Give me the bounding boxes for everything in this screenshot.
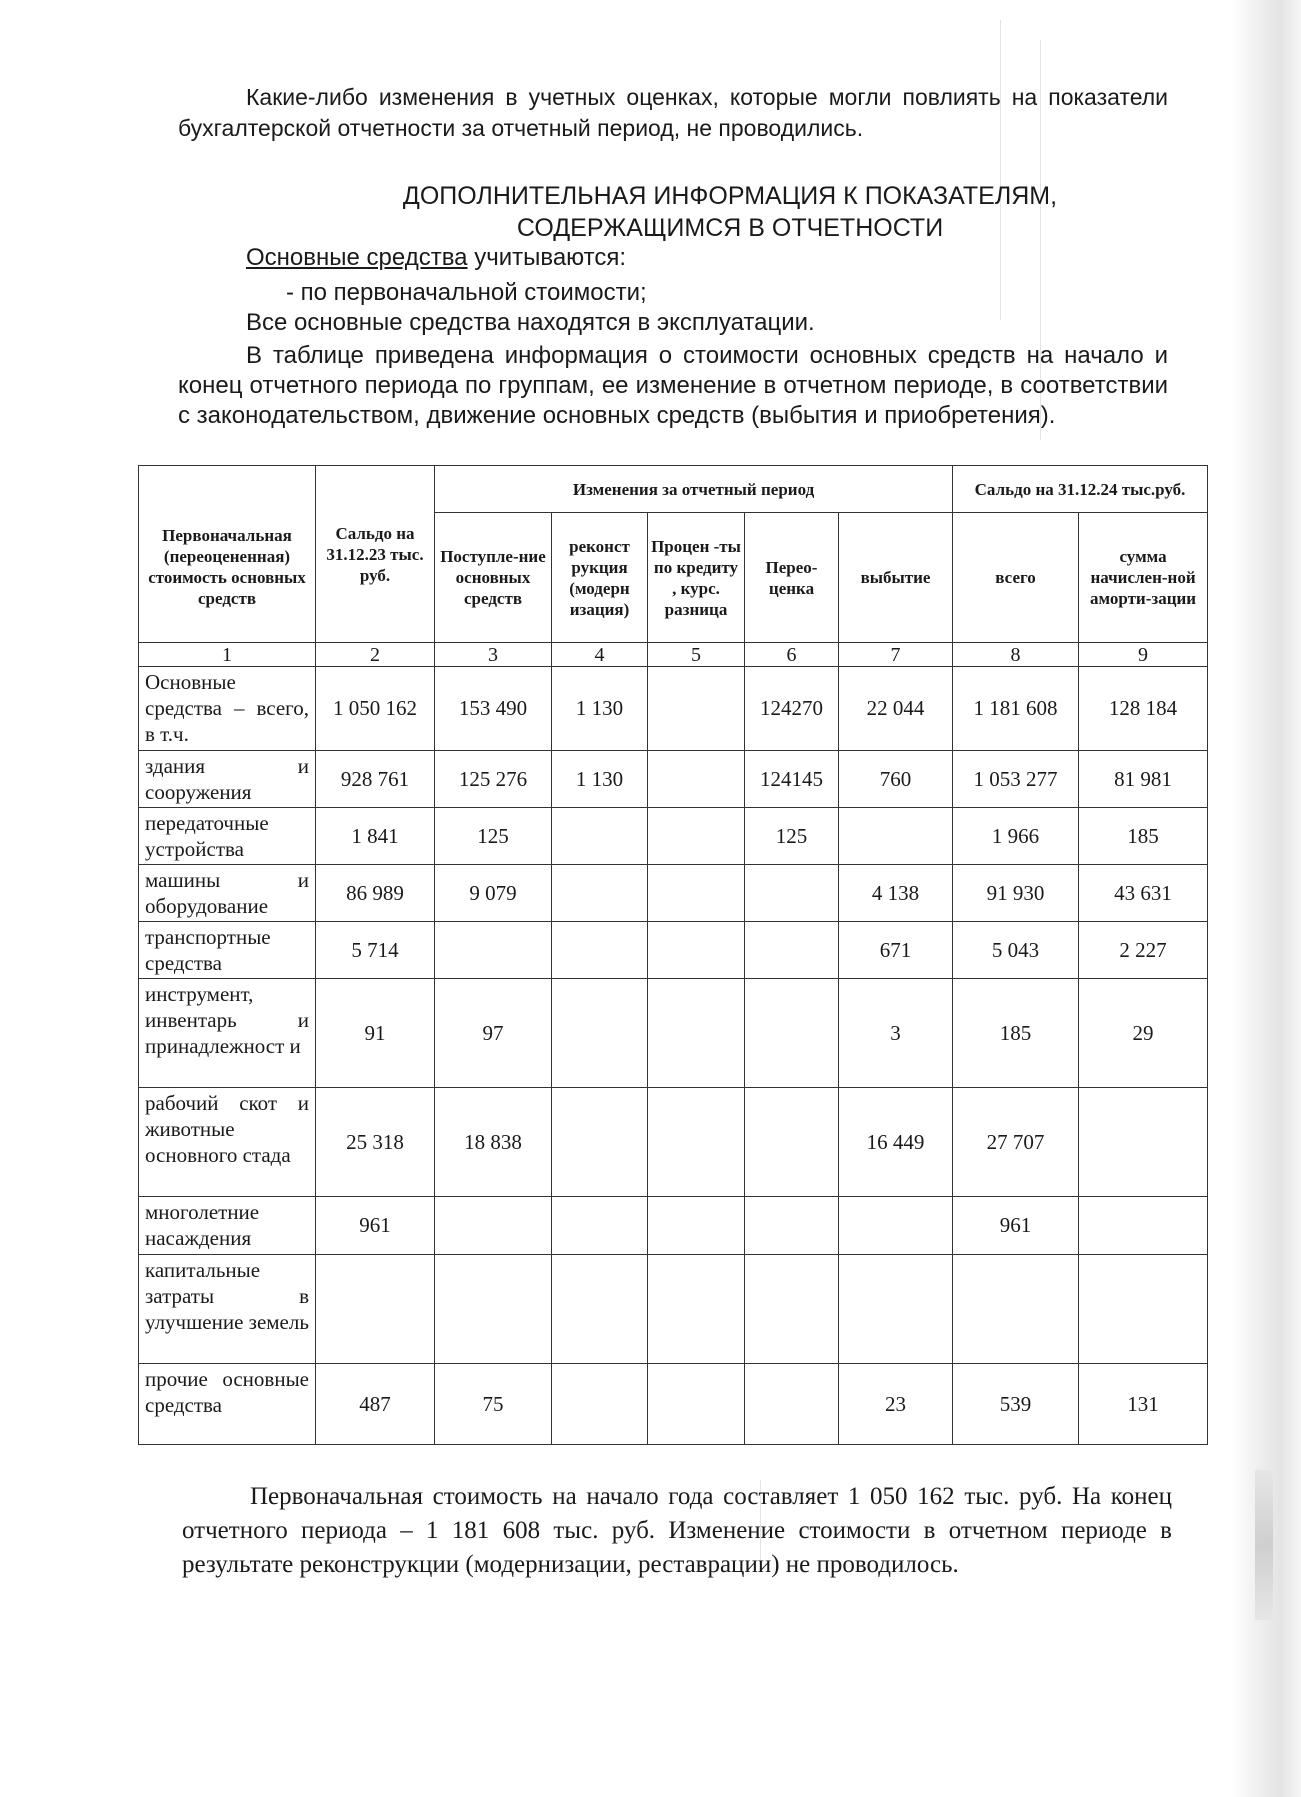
cell-reconstruction xyxy=(552,1088,648,1197)
header-revaluation: Перео-ценка xyxy=(745,513,839,643)
cell-receipts: 125 xyxy=(435,807,552,864)
table-intro-paragraph: В таблице приведена информация о стоимости основных средств на начало и конец отчетного периода по группам, ее изменение в отчетном периоде, в соответствии с законодательством, движение основных средств (выбытия и приобретения). xyxy=(178,342,1168,429)
column-number: 8 xyxy=(953,643,1079,667)
cell-disposal: 760 xyxy=(839,750,953,807)
cell-reconstruction xyxy=(552,979,648,1088)
cell-revaluation: 124270 xyxy=(745,667,839,750)
cell-disposal xyxy=(839,1197,953,1254)
cell-depreciation xyxy=(1079,1254,1208,1363)
cell-receipts: 97 xyxy=(435,979,552,1088)
cell-disposal: 3 xyxy=(839,979,953,1088)
header-receipts: Поступле-ние основных средств xyxy=(435,513,552,643)
cell-depreciation: 43 631 xyxy=(1079,864,1208,921)
row-label: машины и оборудование xyxy=(139,864,316,921)
row-label: капитальные затраты в улучшение земель xyxy=(139,1254,316,1363)
cell-interest xyxy=(648,979,745,1088)
cell-balance-start: 1 841 xyxy=(316,807,435,864)
cell-interest xyxy=(648,1197,745,1254)
cell-receipts: 18 838 xyxy=(435,1088,552,1197)
cell-revaluation xyxy=(745,1363,839,1444)
scan-edge-mark xyxy=(1255,1470,1273,1620)
cell-total: 961 xyxy=(953,1197,1079,1254)
cell-reconstruction xyxy=(552,1254,648,1363)
cell-disposal: 4 138 xyxy=(839,864,953,921)
header-changes-group: Изменения за отчетный период xyxy=(435,466,953,513)
cell-revaluation xyxy=(745,864,839,921)
cell-balance-start xyxy=(316,1254,435,1363)
closing-paragraph: Первоначальная стоимость на начало года составляет 1 050 162 тыс. руб. На конец отчетного периода – 1 181 608 тыс. руб. Изменение стоимости в отчетном периоде в результате реконструкции (модернизации, реставрации) не проводилось. xyxy=(182,1483,1172,1578)
row-label: многолетние насаждения xyxy=(139,1197,316,1254)
cell-revaluation: 125 xyxy=(745,807,839,864)
cell-interest xyxy=(648,807,745,864)
cell-depreciation: 131 xyxy=(1079,1363,1208,1444)
cell-receipts: 75 xyxy=(435,1363,552,1444)
cell-balance-start: 487 xyxy=(316,1363,435,1444)
cell-total: 1 966 xyxy=(953,807,1079,864)
cell-total: 91 930 xyxy=(953,864,1079,921)
header-balance-start: Сальдо на 31.12.23 тыс. руб. xyxy=(316,466,435,643)
column-number: 3 xyxy=(435,643,552,667)
cell-depreciation: 2 227 xyxy=(1079,921,1208,978)
cell-receipts xyxy=(435,1254,552,1363)
cell-reconstruction xyxy=(552,864,648,921)
cell-balance-start: 928 761 xyxy=(316,750,435,807)
table-row xyxy=(139,667,1208,750)
cell-revaluation xyxy=(745,1197,839,1254)
cell-receipts: 153 490 xyxy=(435,667,552,750)
cell-disposal: 671 xyxy=(839,921,953,978)
cell-balance-start: 1 050 162 xyxy=(316,667,435,750)
cell-total: 5 043 xyxy=(953,921,1079,978)
cell-disposal xyxy=(839,1254,953,1363)
header-disposal: выбытие xyxy=(839,513,953,643)
cell-total: 1 053 277 xyxy=(953,750,1079,807)
cell-total: 1 181 608 xyxy=(953,667,1079,750)
cell-reconstruction xyxy=(552,807,648,864)
table-row xyxy=(139,1254,1208,1363)
column-number: 9 xyxy=(1079,643,1208,667)
intro-paragraph: Какие-либо изменения в учетных оценках, которые могли повлиять на показатели бухгалтерской отчетности за отчетный период, не проводились. xyxy=(178,84,1168,141)
fixed-assets-table xyxy=(138,465,1208,1445)
cell-depreciation: 81 981 xyxy=(1079,750,1208,807)
cell-total: 27 707 xyxy=(953,1088,1079,1197)
cell-total xyxy=(953,1254,1079,1363)
table-row xyxy=(139,1197,1208,1254)
cell-receipts xyxy=(435,1197,552,1254)
table-row xyxy=(139,921,1208,978)
cell-interest xyxy=(648,1363,745,1444)
in-operation-line: Все основные средства находятся в эксплуатации. xyxy=(246,309,815,336)
table-row xyxy=(139,1363,1208,1444)
table-row xyxy=(139,979,1208,1088)
cell-balance-start: 5 714 xyxy=(316,921,435,978)
cell-disposal: 16 449 xyxy=(839,1088,953,1197)
cell-depreciation: 128 184 xyxy=(1079,667,1208,750)
cell-interest xyxy=(648,1254,745,1363)
cell-disposal xyxy=(839,807,953,864)
cell-interest xyxy=(648,1088,745,1197)
cell-interest xyxy=(648,921,745,978)
row-label: рабочий скот и животные основного стада xyxy=(139,1088,316,1197)
table-row xyxy=(139,750,1208,807)
row-label: инструмент, инвентарь и принадлежност и xyxy=(139,979,316,1088)
header-total: всего xyxy=(953,513,1079,643)
fixed-assets-accounted-line xyxy=(246,243,626,273)
fixed-assets-subject: Основные средства xyxy=(246,244,468,271)
row-label: прочие основные средства xyxy=(139,1363,316,1444)
valuation-bullet: - по первоначальной стоимости; xyxy=(286,279,647,306)
cell-depreciation xyxy=(1079,1197,1208,1254)
cell-receipts xyxy=(435,921,552,978)
cell-disposal: 22 044 xyxy=(839,667,953,750)
cell-revaluation: 124145 xyxy=(745,750,839,807)
column-number: 4 xyxy=(552,643,648,667)
row-label: транспортные средства xyxy=(139,921,316,978)
cell-reconstruction xyxy=(552,1363,648,1444)
header-balance-end-group: Сальдо на 31.12.24 тыс.руб. xyxy=(953,466,1208,513)
cell-revaluation xyxy=(745,1254,839,1363)
row-label: Основные средства – всего, в т.ч. xyxy=(139,667,316,750)
header-depreciation: сумма начислен-ной аморти-зации xyxy=(1079,513,1208,643)
header-initial-cost: Первоначальная (переоцененная) стоимость основных средств xyxy=(139,466,316,643)
cell-total: 185 xyxy=(953,979,1079,1088)
cell-balance-start: 86 989 xyxy=(316,864,435,921)
cell-revaluation xyxy=(745,1088,839,1197)
table-row xyxy=(139,807,1208,864)
cell-receipts: 9 079 xyxy=(435,864,552,921)
cell-interest xyxy=(648,864,745,921)
header-interest: Процен -ты по кредиту , курс. разница xyxy=(648,513,745,643)
cell-balance-start: 91 xyxy=(316,979,435,1088)
cell-reconstruction xyxy=(552,1197,648,1254)
table-row xyxy=(139,864,1208,921)
cell-depreciation: 185 xyxy=(1079,807,1208,864)
cell-reconstruction: 1 130 xyxy=(552,750,648,807)
cell-total: 539 xyxy=(953,1363,1079,1444)
cell-disposal: 23 xyxy=(839,1363,953,1444)
column-number: 7 xyxy=(839,643,953,667)
row-label: передаточные устройства xyxy=(139,807,316,864)
column-number: 5 xyxy=(648,643,745,667)
section-heading-line2: СОДЕРЖАЩИМСЯ В ОТЧЕТНОСТИ xyxy=(516,214,944,242)
column-number: 6 xyxy=(745,643,839,667)
header-reconstruction: реконст рукция (модерн изация) xyxy=(552,513,648,643)
cell-reconstruction: 1 130 xyxy=(552,667,648,750)
cell-interest xyxy=(648,750,745,807)
cell-balance-start: 961 xyxy=(316,1197,435,1254)
fixed-assets-rest: учитываются: xyxy=(467,244,627,271)
cell-receipts: 125 276 xyxy=(435,750,552,807)
column-number: 1 xyxy=(139,643,316,667)
scan-artifact-line xyxy=(1000,20,1001,320)
table-row xyxy=(139,1088,1208,1197)
section-heading-line1: ДОПОЛНИТЕЛЬНАЯ ИНФОРМАЦИЯ К ПОКАЗАТЕЛЯМ, xyxy=(402,182,1058,210)
cell-interest xyxy=(648,667,745,750)
column-number: 2 xyxy=(316,643,435,667)
cell-revaluation xyxy=(745,921,839,978)
row-label: здания и сооружения xyxy=(139,750,316,807)
cell-balance-start: 25 318 xyxy=(316,1088,435,1197)
cell-depreciation: 29 xyxy=(1079,979,1208,1088)
cell-revaluation xyxy=(745,979,839,1088)
cell-depreciation xyxy=(1079,1088,1208,1197)
cell-reconstruction xyxy=(552,921,648,978)
